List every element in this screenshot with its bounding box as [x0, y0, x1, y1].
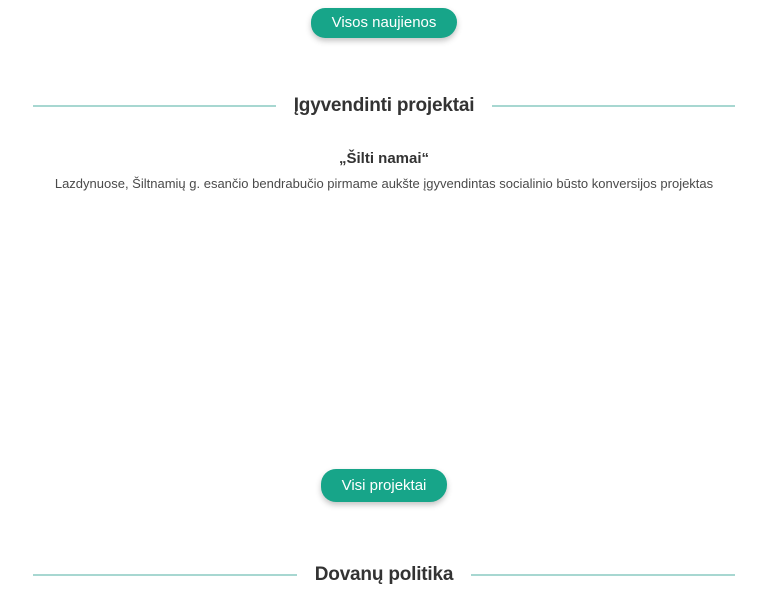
all-news-button[interactable]: Visos naujienos	[311, 8, 458, 38]
projects-section-title: Įgyvendinti projektai	[293, 95, 475, 116]
divider-line-right	[471, 574, 735, 576]
projects-section-header	[33, 94, 735, 118]
project-title: „Šilti namai“	[338, 150, 430, 167]
divider-line-right	[492, 105, 735, 107]
projects-section	[0, 94, 768, 502]
divider-line-left	[33, 574, 297, 576]
news-section-footer	[0, 0, 768, 38]
projects-section-footer	[0, 469, 768, 502]
gifts-section-title: Dovanų politika	[314, 564, 454, 585]
divider-line-left	[33, 105, 276, 107]
gifts-section	[0, 563, 768, 587]
gifts-section-header	[33, 563, 735, 587]
all-projects-button[interactable]: Visi projektai	[321, 469, 448, 502]
project-description: Lazdynuose, Šiltnamių g. esančio bendrabučio pirmame aukšte įgyvendintas socialinio būsto konversijos projektas	[54, 176, 714, 191]
project-content-placeholder	[0, 192, 768, 469]
